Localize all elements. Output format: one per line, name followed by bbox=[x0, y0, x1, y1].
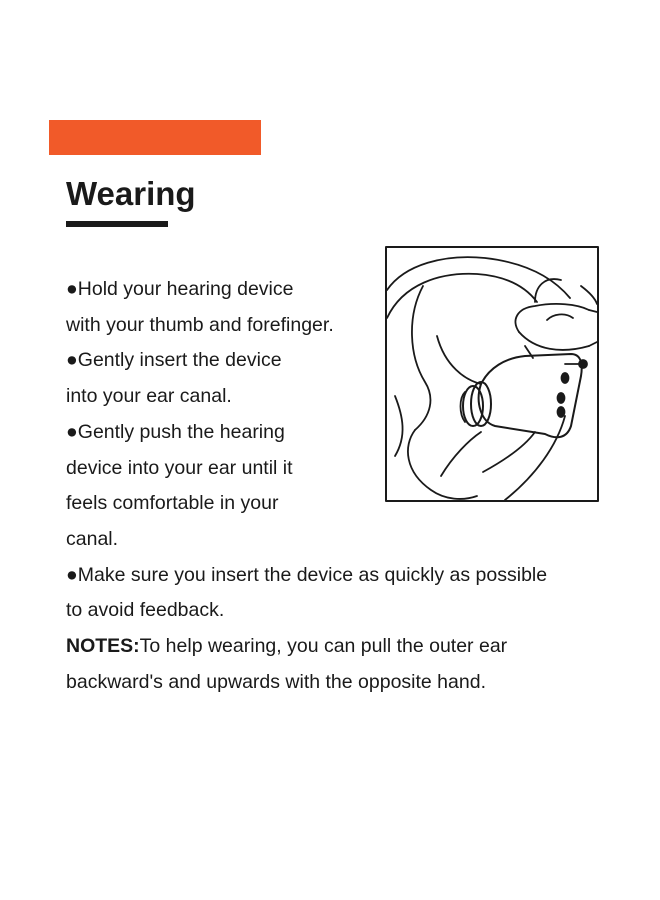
instruction-line: canal. bbox=[66, 527, 119, 550]
accent-bar bbox=[49, 120, 261, 155]
instruction-line: feels comfortable in your bbox=[66, 492, 279, 515]
instruction-line: to avoid feedback. bbox=[66, 599, 225, 622]
instruction-line: ●Gently insert the device bbox=[66, 349, 282, 372]
notes-line bbox=[66, 629, 646, 665]
title-underline bbox=[66, 221, 168, 227]
instruction-line: with your thumb and forefinger. bbox=[66, 313, 334, 336]
instructions-text bbox=[66, 272, 646, 700]
section-title: Wearing bbox=[66, 175, 196, 212]
notes-line-2: backward's and upwards with the opposite hand. bbox=[66, 670, 486, 693]
instruction-line: device into your ear until it bbox=[66, 456, 293, 479]
instruction-line: ●Make sure you insert the device as quickly as possible bbox=[66, 563, 548, 586]
instruction-line: ●Hold your hearing device bbox=[66, 278, 294, 300]
notes-text: To help wearing, you can pull the outer ear bbox=[139, 635, 508, 658]
instruction-line: into your ear canal. bbox=[66, 385, 232, 408]
instruction-line: ●Gently push the hearing bbox=[66, 420, 285, 443]
notes-label: NOTES: bbox=[66, 635, 140, 658]
